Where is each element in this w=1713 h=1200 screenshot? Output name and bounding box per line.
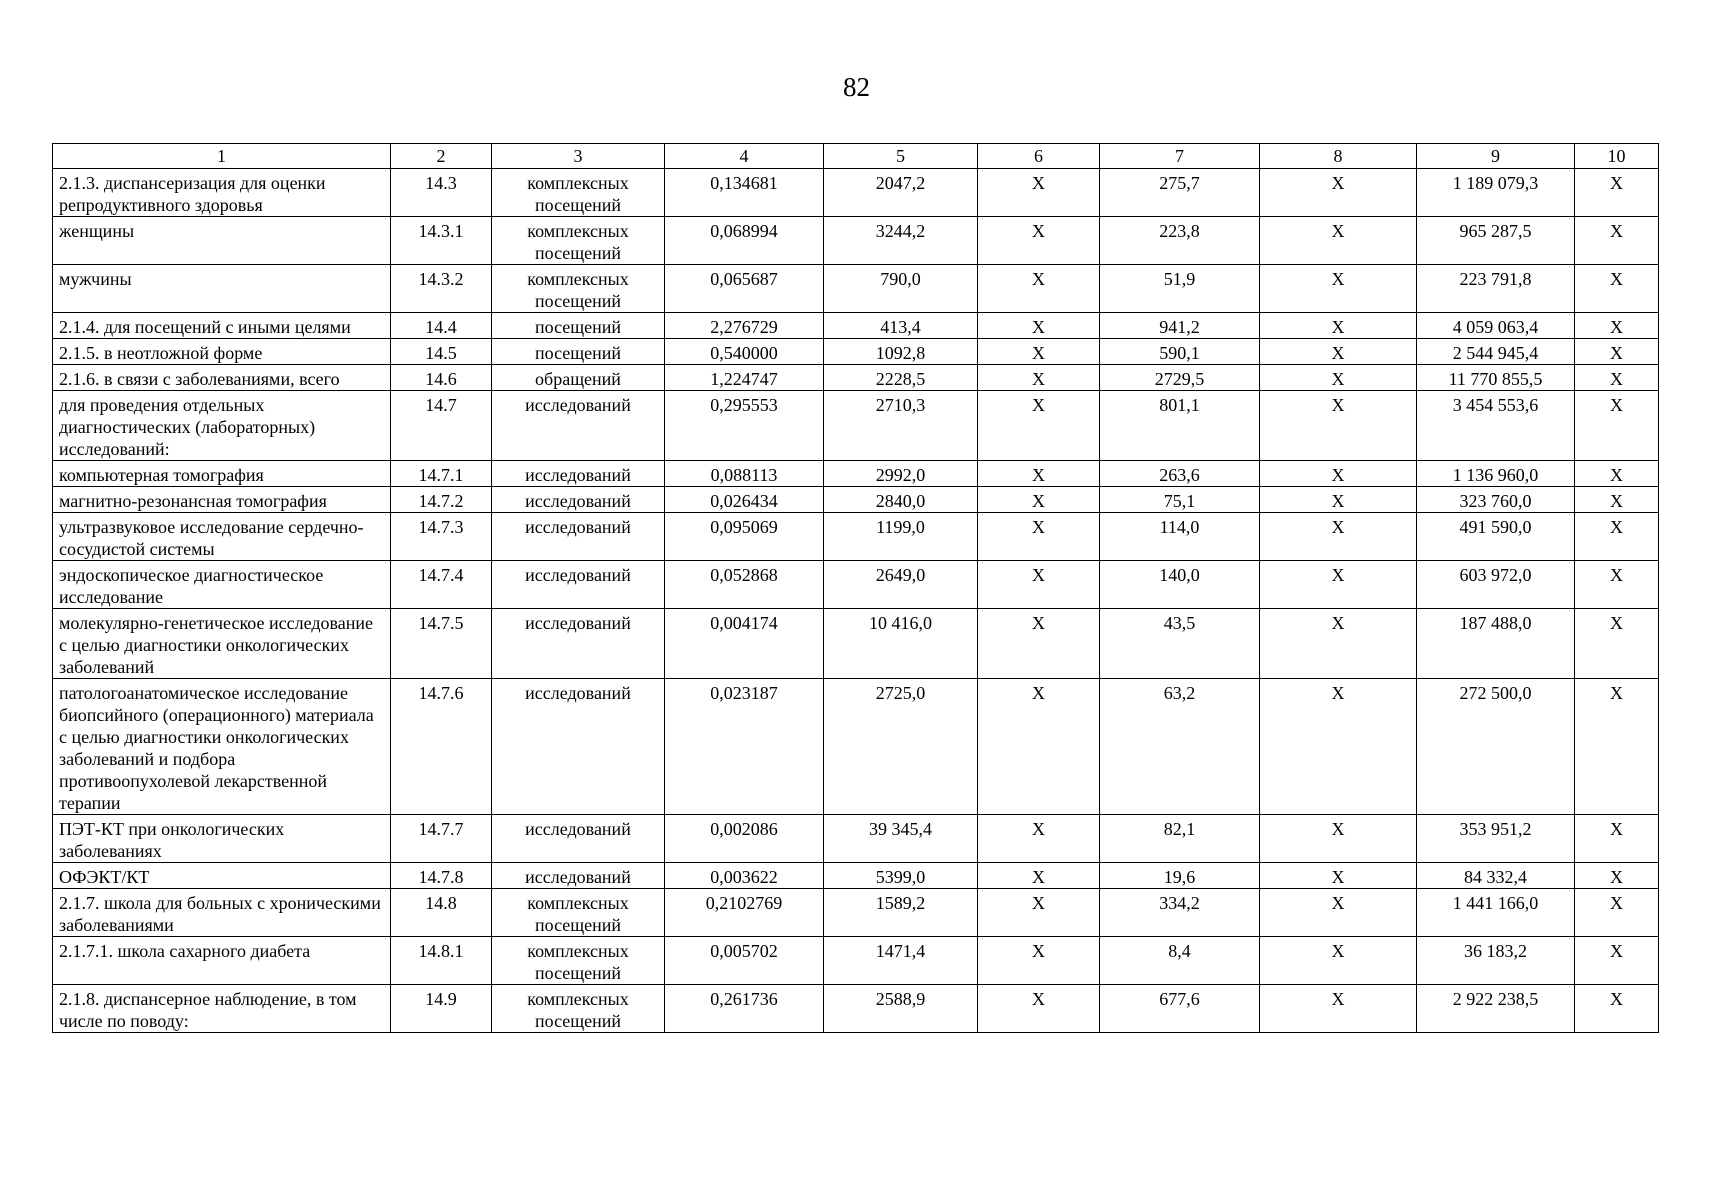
unit-of-measure: комплексных посещений <box>492 937 665 985</box>
column-4-value: 0,065687 <box>665 265 824 313</box>
table-row <box>53 815 1659 863</box>
page-number: 82 <box>843 72 870 102</box>
column-9-value: 353 951,2 <box>1417 815 1575 863</box>
table-row <box>53 513 1659 561</box>
column-header: 2 <box>391 144 492 169</box>
row-code: 14.6 <box>391 365 492 391</box>
column-header: 7 <box>1100 144 1260 169</box>
column-4-value: 0,002086 <box>665 815 824 863</box>
column-8-value: X <box>1260 365 1417 391</box>
column-4-value: 0,003622 <box>665 863 824 889</box>
table-row <box>53 985 1659 1033</box>
row-code: 14.7.4 <box>391 561 492 609</box>
column-6-value: X <box>978 889 1100 937</box>
row-label: 2.1.8. диспансерное наблюдение, в том числе по поводу: <box>53 985 391 1033</box>
row-code: 14.7.8 <box>391 863 492 889</box>
column-7-value: 140,0 <box>1100 561 1260 609</box>
column-5-value: 2710,3 <box>824 391 978 461</box>
column-8-value: X <box>1260 609 1417 679</box>
column-8-value: X <box>1260 217 1417 265</box>
unit-of-measure: посещений <box>492 339 665 365</box>
column-4-value: 1,224747 <box>665 365 824 391</box>
column-6-value: X <box>978 513 1100 561</box>
column-4-value: 0,004174 <box>665 609 824 679</box>
column-header: 4 <box>665 144 824 169</box>
column-4-value: 0,052868 <box>665 561 824 609</box>
column-8-value: X <box>1260 339 1417 365</box>
column-7-value: 677,6 <box>1100 985 1260 1033</box>
unit-of-measure: исследований <box>492 487 665 513</box>
column-9-value: 2 922 238,5 <box>1417 985 1575 1033</box>
table-body <box>53 169 1659 1033</box>
unit-of-measure: исследований <box>492 609 665 679</box>
column-5-value: 1092,8 <box>824 339 978 365</box>
row-code: 14.3 <box>391 169 492 217</box>
row-label: эндоскопическое диагностическое исследование <box>53 561 391 609</box>
row-code: 14.7.6 <box>391 679 492 815</box>
unit-of-measure: посещений <box>492 313 665 339</box>
row-code: 14.8.1 <box>391 937 492 985</box>
column-5-value: 5399,0 <box>824 863 978 889</box>
row-code: 14.7.3 <box>391 513 492 561</box>
table-row <box>53 561 1659 609</box>
column-9-value: 603 972,0 <box>1417 561 1575 609</box>
column-7-value: 19,6 <box>1100 863 1260 889</box>
table-row <box>53 391 1659 461</box>
column-8-value: X <box>1260 461 1417 487</box>
column-8-value: X <box>1260 313 1417 339</box>
table-row <box>53 679 1659 815</box>
column-7-value: 263,6 <box>1100 461 1260 487</box>
column-6-value: X <box>978 391 1100 461</box>
column-header: 5 <box>824 144 978 169</box>
column-4-value: 0,540000 <box>665 339 824 365</box>
row-label: женщины <box>53 217 391 265</box>
table-row <box>53 863 1659 889</box>
column-5-value: 1471,4 <box>824 937 978 985</box>
column-9-value: 1 189 079,3 <box>1417 169 1575 217</box>
column-9-value: 3 454 553,6 <box>1417 391 1575 461</box>
column-10-value: X <box>1575 391 1659 461</box>
column-7-value: 82,1 <box>1100 815 1260 863</box>
column-10-value: X <box>1575 863 1659 889</box>
column-header: 1 <box>53 144 391 169</box>
unit-of-measure: комплексных посещений <box>492 217 665 265</box>
column-header: 10 <box>1575 144 1659 169</box>
column-6-value: X <box>978 265 1100 313</box>
column-5-value: 3244,2 <box>824 217 978 265</box>
row-label: компьютерная томография <box>53 461 391 487</box>
row-label: 2.1.7.1. школа сахарного диабета <box>53 937 391 985</box>
column-6-value: X <box>978 937 1100 985</box>
column-7-value: 223,8 <box>1100 217 1260 265</box>
column-6-value: X <box>978 313 1100 339</box>
column-5-value: 39 345,4 <box>824 815 978 863</box>
column-4-value: 0,005702 <box>665 937 824 985</box>
column-6-value: X <box>978 985 1100 1033</box>
column-5-value: 2047,2 <box>824 169 978 217</box>
column-9-value: 1 136 960,0 <box>1417 461 1575 487</box>
column-6-value: X <box>978 561 1100 609</box>
row-label: 2.1.7. школа для больных с хроническими заболеваниями <box>53 889 391 937</box>
column-8-value: X <box>1260 985 1417 1033</box>
column-7-value: 334,2 <box>1100 889 1260 937</box>
row-label: для проведения отдельных диагностических (лабораторных) исследований: <box>53 391 391 461</box>
table-row <box>53 609 1659 679</box>
column-6-value: X <box>978 461 1100 487</box>
column-10-value: X <box>1575 487 1659 513</box>
column-5-value: 413,4 <box>824 313 978 339</box>
column-6-value: X <box>978 609 1100 679</box>
column-9-value: 4 059 063,4 <box>1417 313 1575 339</box>
column-5-value: 790,0 <box>824 265 978 313</box>
row-label: ОФЭКТ/КТ <box>53 863 391 889</box>
row-code: 14.7.1 <box>391 461 492 487</box>
row-code: 14.7.7 <box>391 815 492 863</box>
column-4-value: 0,088113 <box>665 461 824 487</box>
column-8-value: X <box>1260 391 1417 461</box>
table-row <box>53 365 1659 391</box>
column-4-value: 0,2102769 <box>665 889 824 937</box>
row-label: ультразвуковое исследование сердечно-сосудистой системы <box>53 513 391 561</box>
column-10-value: X <box>1575 265 1659 313</box>
column-7-value: 51,9 <box>1100 265 1260 313</box>
column-6-value: X <box>978 365 1100 391</box>
row-code: 14.4 <box>391 313 492 339</box>
column-9-value: 84 332,4 <box>1417 863 1575 889</box>
column-5-value: 1589,2 <box>824 889 978 937</box>
column-8-value: X <box>1260 513 1417 561</box>
row-code: 14.7.5 <box>391 609 492 679</box>
column-7-value: 590,1 <box>1100 339 1260 365</box>
row-label: 2.1.3. диспансеризация для оценки репродуктивного здоровья <box>53 169 391 217</box>
unit-of-measure: исследований <box>492 815 665 863</box>
column-10-value: X <box>1575 339 1659 365</box>
column-8-value: X <box>1260 265 1417 313</box>
column-4-value: 0,095069 <box>665 513 824 561</box>
table-row <box>53 487 1659 513</box>
row-code: 14.8 <box>391 889 492 937</box>
row-code: 14.7.2 <box>391 487 492 513</box>
column-9-value: 2 544 945,4 <box>1417 339 1575 365</box>
data-table <box>52 143 1659 1033</box>
row-label: магнитно-резонансная томография <box>53 487 391 513</box>
column-5-value: 1199,0 <box>824 513 978 561</box>
column-6-value: X <box>978 339 1100 365</box>
column-8-value: X <box>1260 561 1417 609</box>
row-label: 2.1.4. для посещений с иными целями <box>53 313 391 339</box>
column-5-value: 2992,0 <box>824 461 978 487</box>
column-8-value: X <box>1260 679 1417 815</box>
column-7-value: 114,0 <box>1100 513 1260 561</box>
column-10-value: X <box>1575 561 1659 609</box>
column-7-value: 75,1 <box>1100 487 1260 513</box>
unit-of-measure: комплексных посещений <box>492 985 665 1033</box>
unit-of-measure: исследований <box>492 561 665 609</box>
column-header: 3 <box>492 144 665 169</box>
column-8-value: X <box>1260 815 1417 863</box>
column-10-value: X <box>1575 679 1659 815</box>
column-6-value: X <box>978 217 1100 265</box>
column-7-value: 801,1 <box>1100 391 1260 461</box>
table-row <box>53 217 1659 265</box>
column-9-value: 491 590,0 <box>1417 513 1575 561</box>
column-4-value: 0,026434 <box>665 487 824 513</box>
column-4-value: 0,068994 <box>665 217 824 265</box>
table-row <box>53 937 1659 985</box>
column-4-value: 0,295553 <box>665 391 824 461</box>
column-4-value: 0,261736 <box>665 985 824 1033</box>
unit-of-measure: комплексных посещений <box>492 265 665 313</box>
table-row <box>53 889 1659 937</box>
unit-of-measure: комплексных посещений <box>492 889 665 937</box>
column-4-value: 2,276729 <box>665 313 824 339</box>
column-5-value: 2725,0 <box>824 679 978 815</box>
row-label: 2.1.6. в связи с заболеваниями, всего <box>53 365 391 391</box>
column-10-value: X <box>1575 985 1659 1033</box>
column-9-value: 223 791,8 <box>1417 265 1575 313</box>
unit-of-measure: комплексных посещений <box>492 169 665 217</box>
column-7-value: 43,5 <box>1100 609 1260 679</box>
column-6-value: X <box>978 815 1100 863</box>
unit-of-measure: исследований <box>492 391 665 461</box>
column-10-value: X <box>1575 889 1659 937</box>
column-10-value: X <box>1575 217 1659 265</box>
column-7-value: 2729,5 <box>1100 365 1260 391</box>
column-8-value: X <box>1260 937 1417 985</box>
column-9-value: 11 770 855,5 <box>1417 365 1575 391</box>
column-10-value: X <box>1575 513 1659 561</box>
table-row <box>53 265 1659 313</box>
row-code: 14.3.2 <box>391 265 492 313</box>
column-10-value: X <box>1575 169 1659 217</box>
table-row <box>53 169 1659 217</box>
column-7-value: 63,2 <box>1100 679 1260 815</box>
column-7-value: 8,4 <box>1100 937 1260 985</box>
column-header: 6 <box>978 144 1100 169</box>
row-label: ПЭТ-КТ при онкологических заболеваниях <box>53 815 391 863</box>
column-8-value: X <box>1260 889 1417 937</box>
column-5-value: 10 416,0 <box>824 609 978 679</box>
column-8-value: X <box>1260 487 1417 513</box>
table-row <box>53 339 1659 365</box>
column-6-value: X <box>978 679 1100 815</box>
column-7-value: 275,7 <box>1100 169 1260 217</box>
column-4-value: 0,023187 <box>665 679 824 815</box>
column-10-value: X <box>1575 365 1659 391</box>
row-code: 14.5 <box>391 339 492 365</box>
unit-of-measure: исследований <box>492 461 665 487</box>
unit-of-measure: исследований <box>492 679 665 815</box>
column-8-value: X <box>1260 169 1417 217</box>
column-4-value: 0,134681 <box>665 169 824 217</box>
column-6-value: X <box>978 169 1100 217</box>
column-9-value: 272 500,0 <box>1417 679 1575 815</box>
row-code: 14.9 <box>391 985 492 1033</box>
column-9-value: 323 760,0 <box>1417 487 1575 513</box>
column-5-value: 2649,0 <box>824 561 978 609</box>
column-9-value: 187 488,0 <box>1417 609 1575 679</box>
column-10-value: X <box>1575 937 1659 985</box>
column-10-value: X <box>1575 461 1659 487</box>
unit-of-measure: исследований <box>492 863 665 889</box>
row-label: патологоанатомическое исследование биопсийного (операционного) материала с целью диагностики онкологических заболеваний и подбора противоопухолевой лекарственной терапии <box>53 679 391 815</box>
row-code: 14.3.1 <box>391 217 492 265</box>
column-10-value: X <box>1575 815 1659 863</box>
column-5-value: 2840,0 <box>824 487 978 513</box>
column-6-value: X <box>978 487 1100 513</box>
column-header: 9 <box>1417 144 1575 169</box>
column-9-value: 965 287,5 <box>1417 217 1575 265</box>
row-label: 2.1.5. в неотложной форме <box>53 339 391 365</box>
column-9-value: 36 183,2 <box>1417 937 1575 985</box>
column-header: 8 <box>1260 144 1417 169</box>
column-5-value: 2228,5 <box>824 365 978 391</box>
unit-of-measure: исследований <box>492 513 665 561</box>
row-label: мужчины <box>53 265 391 313</box>
column-10-value: X <box>1575 313 1659 339</box>
column-7-value: 941,2 <box>1100 313 1260 339</box>
table-row <box>53 313 1659 339</box>
row-code: 14.7 <box>391 391 492 461</box>
column-8-value: X <box>1260 863 1417 889</box>
column-6-value: X <box>978 863 1100 889</box>
column-5-value: 2588,9 <box>824 985 978 1033</box>
header-row <box>53 144 1659 169</box>
column-9-value: 1 441 166,0 <box>1417 889 1575 937</box>
table-row <box>53 461 1659 487</box>
column-10-value: X <box>1575 609 1659 679</box>
unit-of-measure: обращений <box>492 365 665 391</box>
row-label: молекулярно-генетическое исследование с целью диагностики онкологических заболеваний <box>53 609 391 679</box>
